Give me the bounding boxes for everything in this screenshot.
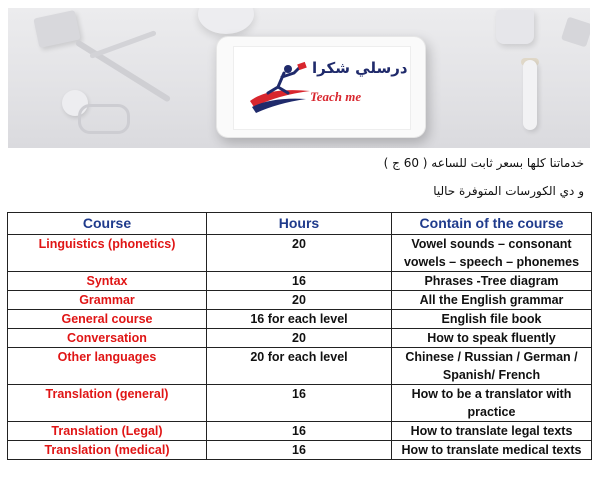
- course-contents: How to translate legal texts: [392, 422, 592, 441]
- desk-cup: [198, 8, 254, 34]
- desk-cube: [561, 17, 590, 48]
- table-row: [8, 310, 592, 329]
- course-name: Other languages: [8, 348, 207, 385]
- course-name: Translation (Legal): [8, 422, 207, 441]
- course-hours: 20: [207, 235, 392, 272]
- courses-table: [7, 212, 592, 460]
- course-contents: Chinese / Russian / German / Spanish/ French: [392, 348, 592, 385]
- course-hours: 16: [207, 441, 392, 460]
- table-row: [8, 291, 592, 310]
- course-name: Linguistics (phonetics): [8, 235, 207, 272]
- course-name: Conversation: [8, 329, 207, 348]
- course-name: Grammar: [8, 291, 207, 310]
- table-row: [8, 385, 592, 422]
- course-contents: Phrases -Tree diagram: [392, 272, 592, 291]
- desk-cube: [33, 10, 80, 48]
- desk-clip: [78, 104, 130, 134]
- course-contents: How to speak fluently: [392, 329, 592, 348]
- course-contents: All the English grammar: [392, 291, 592, 310]
- course-contents: Vowel sounds – consonant vowels – speech – phonemes: [392, 235, 592, 272]
- table-header-row: [8, 213, 592, 235]
- course-hours: 20: [207, 329, 392, 348]
- tablet-screen: [233, 46, 411, 130]
- header-contain: Contain of the course: [392, 213, 592, 235]
- runner-logo-icon: [248, 61, 314, 117]
- course-hours: 20 for each level: [207, 348, 392, 385]
- desk-pencil: [89, 30, 156, 59]
- table-row: [8, 441, 592, 460]
- course-hours: 16: [207, 422, 392, 441]
- course-hours: 16 for each level: [207, 310, 392, 329]
- price-note: خدماتنا كلها بسعر ثابت للساعه ( 60 ج ): [383, 156, 584, 170]
- desk-pencil: [75, 39, 171, 102]
- course-name: General course: [8, 310, 207, 329]
- desk-mug: [496, 10, 534, 44]
- table-row: [8, 329, 592, 348]
- header-course: Course: [8, 213, 207, 235]
- course-contents: How to be a translator with practice: [392, 385, 592, 422]
- course-hours: 16: [207, 385, 392, 422]
- banner-image: [8, 8, 590, 148]
- desk-tube: [523, 60, 537, 130]
- table-row: [8, 235, 592, 272]
- course-hours: 20: [207, 291, 392, 310]
- header-hours: Hours: [207, 213, 392, 235]
- course-contents: How to translate medical texts: [392, 441, 592, 460]
- course-name: Translation (medical): [8, 441, 207, 460]
- tablet-device: [216, 36, 426, 138]
- courses-available-note: و دي الكورسات المتوفرة حاليا: [433, 184, 584, 198]
- table-row: [8, 272, 592, 291]
- course-name: Translation (general): [8, 385, 207, 422]
- logo-english-text: Teach me: [310, 89, 362, 104]
- course-contents: English file book: [392, 310, 592, 329]
- table-row: [8, 422, 592, 441]
- logo-arabic-text: درسلي شكرا: [312, 59, 408, 77]
- course-hours: 16: [207, 272, 392, 291]
- course-name: Syntax: [8, 272, 207, 291]
- table-row: [8, 348, 592, 385]
